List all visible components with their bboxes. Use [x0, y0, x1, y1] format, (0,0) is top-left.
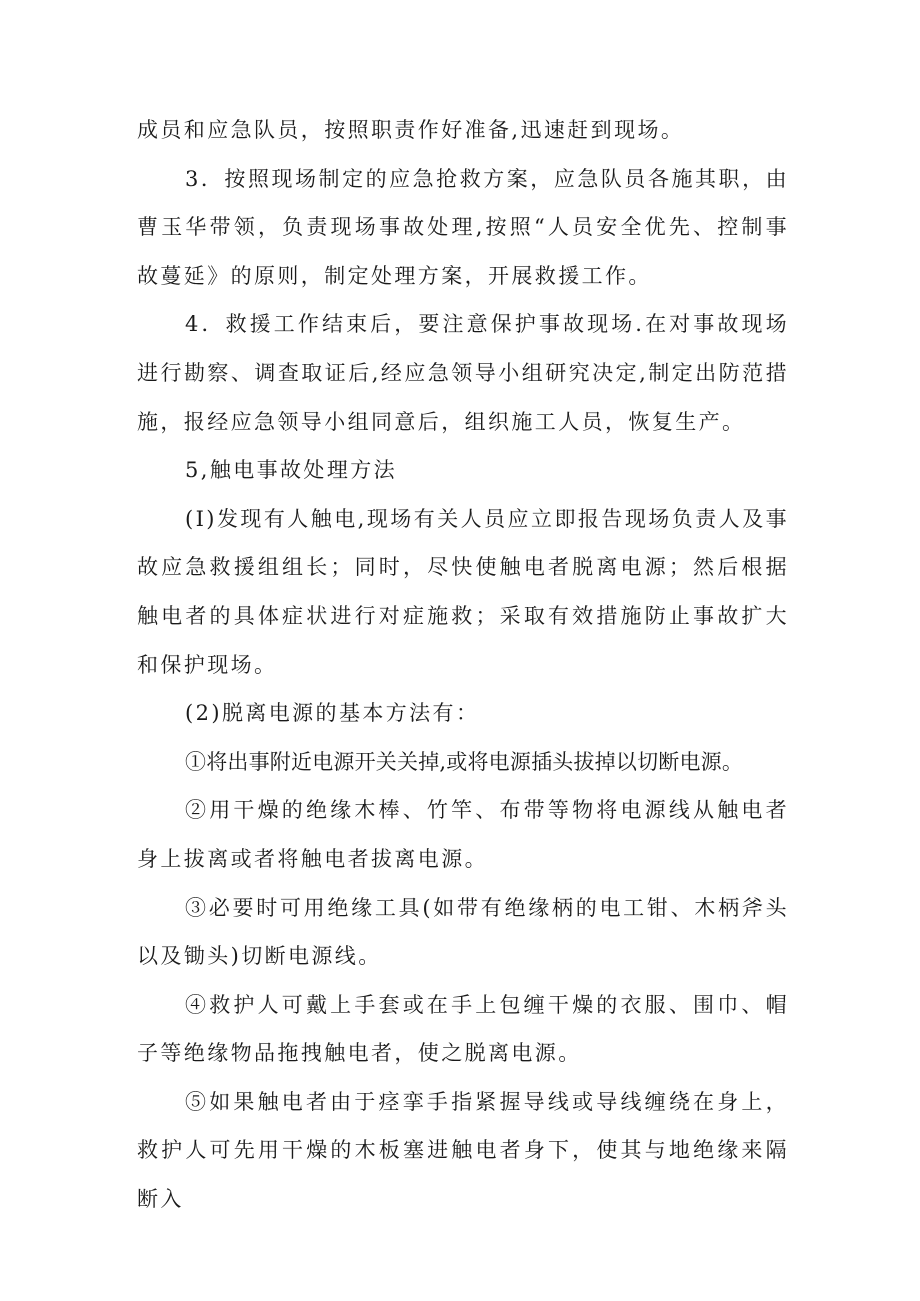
paragraph-shock-2: (2)脱离电源的基本方法有： — [185, 701, 480, 726]
paragraph-step-3: 3．按照现场制定的应急抢救方案，应急队员各施其职，由曹玉华带领，负责现场事故处理,按照“人员安全优先、控制事故蔓延》的原则，制定处理方案，开展救援工作。 — [137, 166, 789, 288]
list-item-method-5: ⑤如果触电者由于痉挛手指紧握导线或导线缠绕在身上，救护人可先用干燥的木板塞进触电者身下，使其与地绝缘来隔断入 — [137, 1089, 789, 1212]
paragraph-shock-1: (I)发现有人触电,现场有关人员应立即报告现场负责人及事故应急救援组组长；同时，尽快使触电者脱离电源；然后根据触电者的具体症状进行对症施救；采取有效措施防止事故扩大和保护现场。 — [137, 506, 789, 677]
section-heading-electric-shock: 5,触电事故处理方法 — [185, 458, 398, 483]
list-item-method-2: ②用干燥的绝缘木棒、竹竿、布带等物将电源线从触电者身上拔离或者将触电者拔离电源。 — [137, 798, 789, 871]
paragraph-continuation: 成员和应急队员，按照职责作好准备,迅速赶到现场。 — [137, 118, 685, 142]
list-item-method-3: ③必要时可用绝缘工具(如带有绝缘柄的电工钳、木柄斧头以及锄头)切断电源线。 — [137, 895, 789, 969]
document-body — [137, 106, 789, 1224]
list-item-method-1: ①将出事附近电源开关关掉,或将电源插头拔掉以切断电源。 — [185, 749, 744, 774]
paragraph-step-4: 4．救援工作结束后，要注意保护事故现场.在对事故现场进行勘察、调查取证后,经应急领导小组研究决定,制定出防范措施，报经应急领导小组同意后，组织施工人员，恢复生产。 — [137, 312, 789, 434]
list-item-method-4: ④救护人可戴上手套或在手上包缠干燥的衣服、围巾、帽子等绝缘物品拖拽触电者，使之脱离电源。 — [137, 992, 789, 1066]
